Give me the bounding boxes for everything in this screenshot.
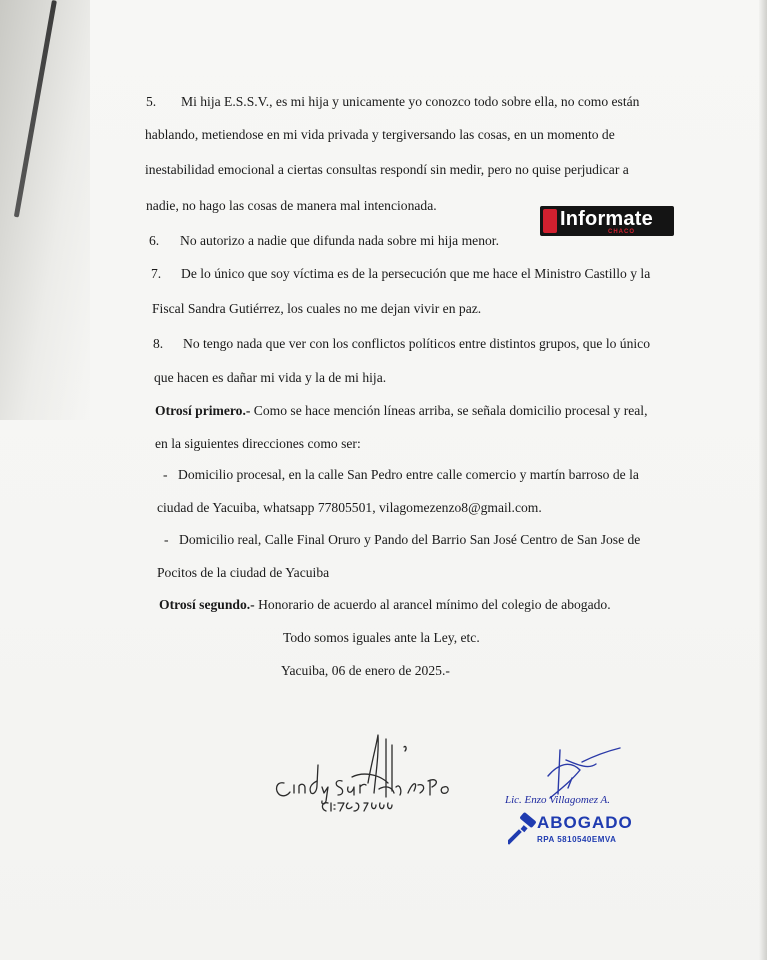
paragraph-5-line-4: nadie, no hago las cosas de manera mal intencionada. [146,198,437,213]
document-date: Yacuiba, 06 de enero de 2025.- [281,663,450,678]
paragraph-5-line-1: Mi hija E.S.S.V., es mi hija y unicamente yo conozco todo sobre ella, no como están [181,94,640,109]
paragraph-5-line-3: inestabilidad emocional a ciertas consultas respondí sin medir, pero no quise perjudicar a [145,162,629,177]
paragraph-5-line-2: hablando, metiendose en mi vida privada y tergiversando las cosas, en un momento de [145,127,615,142]
watermark-brand: Informate [560,208,653,230]
paragraph-7-line-2: Fiscal Sandra Gutiérrez, los cuales no me dejan vivir en paz. [152,301,482,316]
paragraph-7-line-1: De lo único que soy víctima es de la persecución que me hace el Ministro Castillo y la [181,266,651,281]
closing-statement: Todo somos iguales ante la Ley, etc. [283,630,480,645]
otrosi-primero-line-1: Como se hace mención líneas arriba, se señala domicilio procesal y real, [250,403,648,418]
page-right-edge [759,0,767,960]
stamp-title: ABOGADO [537,813,633,832]
paragraph-6-text: No autorizo a nadie que difunda nada sobre mi hija menor. [180,233,499,248]
otrosi-primero-line-2: en la siguientes direcciones como ser: [155,436,361,451]
paragraph-8-line-2: que hacen es dañar mi vida y la de mi hija. [154,370,387,385]
otrosi-segundo-label: Otrosí segundo.- [159,597,255,612]
otrosi-primero [155,404,647,418]
paragraph-8-line-1: No tengo nada que ver con los conflictos políticos entre distintos grupos, que lo único [183,336,651,351]
domicilio-real-line-2: Pocitos de la ciudad de Yacuiba [157,565,330,580]
domicilio-real-bullet: - [164,532,169,547]
informate-watermark [540,206,674,236]
domicilio-procesal-line-1: Domicilio procesal, en la calle San Pedro entre calle comercio y martín barroso de la [178,467,639,482]
gavel-icon [508,812,540,846]
watermark-sub: CHACO [608,229,635,235]
domicilio-procesal-bullet: - [163,467,168,482]
domicilio-real-line-1: Domicilio real, Calle Final Oruro y Pando del Barrio San José Centro de San Jose de [179,532,641,547]
signature-left [268,725,453,825]
paragraph-6-number: 6. [149,233,160,248]
paragraph-8-number: 8. [153,336,164,351]
stamp-lawyer-name: Lic. Enzo Villagomez A. [505,794,611,806]
paragraph-7-number: 7. [151,266,162,281]
otrosi-primero-label: Otrosí primero.- [155,403,251,418]
otrosi-segundo [159,598,611,612]
stamp-rpa: RPA 5810540EMVA [537,835,617,844]
paragraph-5-number: 5. [146,94,157,109]
domicilio-procesal-line-2: ciudad de Yacuiba, whatsapp 77805501, vilagomezenzo8@gmail.com. [157,500,542,515]
informate-logo-icon [543,209,557,233]
otrosi-segundo-text: Honorario de acuerdo al arancel mínimo del colegio de abogado. [254,597,611,612]
